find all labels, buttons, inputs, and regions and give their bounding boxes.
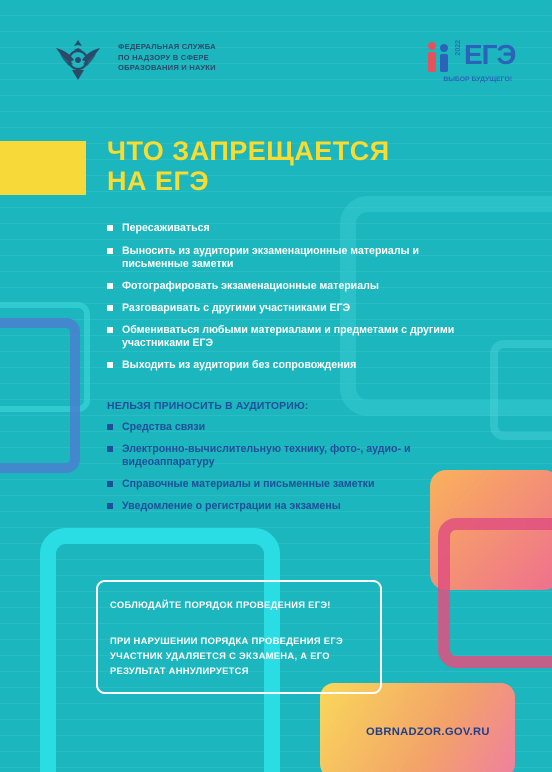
- agency-line: ОБРАЗОВАНИЯ И НАУКИ: [118, 63, 216, 72]
- title-line: НА ЕГЭ: [107, 166, 210, 196]
- agency-line: ФЕДЕРАЛЬНАЯ СЛУЖБА: [118, 42, 216, 51]
- ege-year: 2022: [455, 40, 462, 56]
- list-item: Обмениваться любыми материалами и предметами с другими участниками ЕГЭ: [107, 324, 487, 350]
- cannot-bring-heading: НЕЛЬЗЯ ПРИНОСИТЬ В АУДИТОРИЮ:: [107, 401, 309, 412]
- decor-frame: [0, 318, 80, 473]
- list-item: Разговаривать с другими участниками ЕГЭ: [107, 302, 487, 315]
- agency-name: [118, 42, 288, 74]
- notice-box: [96, 580, 382, 694]
- list-item: Электронно-вычислительную технику, фото-, аудио- и видеоаппаратуру: [107, 443, 487, 469]
- list-item: Уведомление о регистрации на экзамены: [107, 500, 487, 513]
- prohibited-actions-list: [107, 222, 487, 372]
- title-line: ЧТО ЗАПРЕЩАЕТСЯ: [107, 136, 390, 166]
- page-title: [107, 136, 390, 196]
- ege-wordmark: ЕГЭ: [464, 39, 516, 70]
- decor-frame: [438, 518, 552, 668]
- title-accent-bar: [0, 141, 86, 195]
- notice-body: ПРИ НАРУШЕНИИ ПОРЯДКА ПРОВЕДЕНИЯ ЕГЭ УЧАСТНИК УДАЛЯЕТСЯ С ЭКЗАМЕНА, А ЕГО РЕЗУЛЬТАТ АННУЛИРУЕТСЯ: [110, 635, 343, 676]
- list-item: Средства связи: [107, 421, 487, 434]
- ege-logo: [420, 38, 516, 94]
- ege-slogan: ВЫБОР БУДУЩЕГО!: [443, 76, 512, 83]
- list-item: Пересаживаться: [107, 222, 487, 235]
- list-item: Выходить из аудитории без сопровождения: [107, 359, 487, 372]
- list-item: Фотографировать экзаменационные материалы: [107, 280, 487, 293]
- list-item: Справочные материалы и письменные заметки: [107, 478, 487, 491]
- people-figures-icon: [424, 40, 454, 74]
- list-item: Выносить из аудитории экзаменационные материалы и письменные заметки: [107, 245, 487, 271]
- eagle-emblem-icon: [52, 36, 104, 84]
- prohibited-items-list: [107, 421, 487, 513]
- notice-heading: СОБЛЮДАЙТЕ ПОРЯДОК ПРОВЕДЕНИЯ ЕГЭ!: [110, 599, 331, 610]
- header: [52, 36, 516, 96]
- agency-line: ПО НАДЗОРУ В СФЕРЕ: [118, 52, 209, 62]
- decor-frame: [490, 340, 552, 440]
- website-url: OBRNADZOR.GOV.RU: [366, 726, 490, 738]
